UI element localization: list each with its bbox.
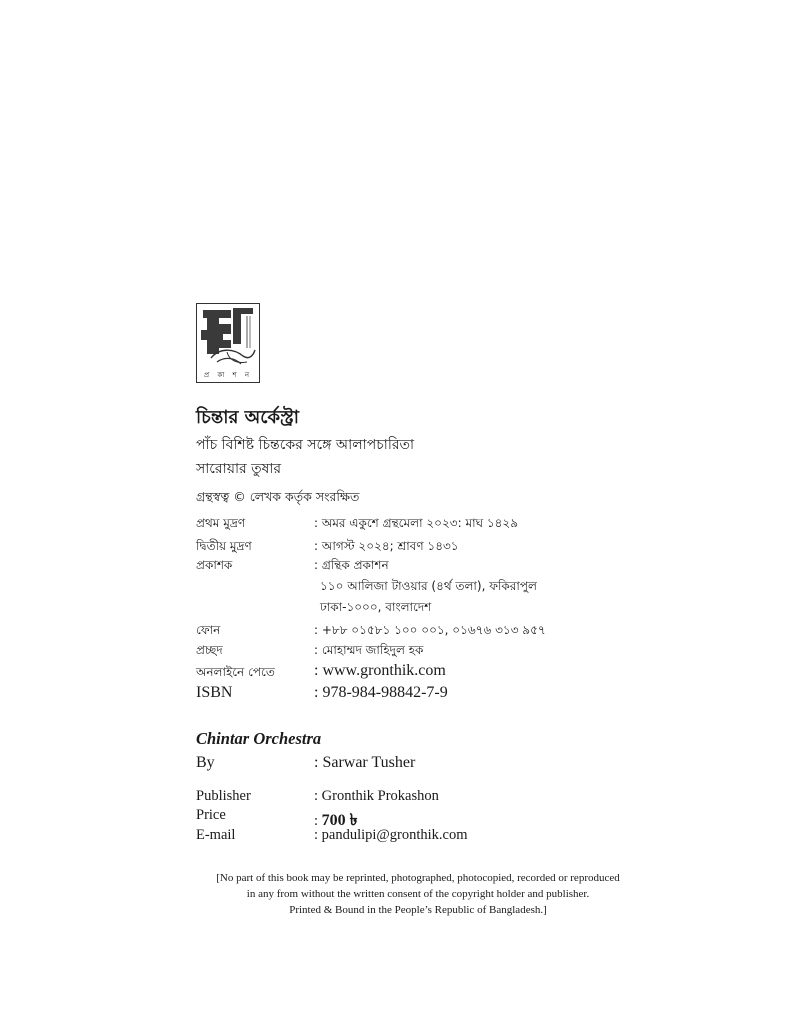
publisher-logo [196, 303, 260, 383]
price-value: 700 ৳ [321, 812, 358, 829]
book-title-bengali: চিন্তার অর্কেস্ট্রা [196, 407, 299, 428]
detail-value: : 978-984-98842-7-9 [314, 684, 448, 701]
detail-value: : Sarwar Tusher [314, 754, 416, 771]
detail-label: প্রথম মুদ্রণ [196, 516, 246, 530]
gronthik-prokashon-logo-icon [197, 304, 259, 372]
rights-notice [190, 870, 646, 918]
detail-label: E-mail [196, 827, 236, 843]
notice-line-1: [No part of this book may be reprinted, photographed, photocopied, recorded or reproduced [216, 872, 620, 884]
detail-label: অনলাইনে পেতে [196, 665, 275, 679]
notice-line-2: in any from without the written consent of the copyright holder and publisher. [246, 888, 590, 900]
detail-label: Price [196, 807, 226, 823]
detail-value: : গ্রন্থিক প্রকাশন [314, 558, 389, 572]
copyright-line: গ্রন্থস্বত্ব © লেখক কর্তৃক সংরক্ষিত [196, 489, 360, 504]
book-author-bengali: সারোয়ার তুষার [196, 461, 282, 477]
price-prefix: : [314, 813, 322, 829]
detail-label: By [196, 754, 215, 771]
detail-value: : Gronthik Prokashon [314, 788, 439, 804]
detail-label: Publisher [196, 788, 251, 804]
book-subtitle-bengali: পাঁচ বিশিষ্ট চিন্তকের সঙ্গে আলাপচারিতা [196, 437, 415, 453]
detail-value: : মোহাম্মদ জাহিদুল হক [314, 643, 424, 657]
publisher-address-line-1: ১১০ আলিজা টাওয়ার (৪র্থ তলা), ফকিরাপুল [320, 579, 537, 593]
detail-label: দ্বিতীয় মুদ্রণ [196, 539, 252, 553]
detail-value: : অমর একুশে গ্রন্থমেলা ২০২৩: মাঘ ১৪২৯ [314, 516, 518, 530]
detail-label: প্রচ্ছদ [196, 643, 223, 657]
detail-label: ISBN [196, 684, 233, 701]
publisher-address-line-2: ঢাকা-১০০০, বাংলাদেশ [320, 600, 432, 614]
detail-label: ফোন [196, 623, 221, 637]
detail-label: প্রকাশক [196, 558, 233, 572]
detail-value: : আগস্ট ২০২৪; শ্রাবণ ১৪৩১ [314, 539, 459, 553]
website-link: : www.gronthik.com [314, 662, 446, 679]
book-title-english: Chintar Orchestra [196, 729, 322, 748]
notice-line-3: Printed & Bound in the People’s Republic of Bangladesh.] [289, 904, 547, 916]
email-value: : pandulipi@gronthik.com [314, 827, 468, 843]
logo-caption: প্র কা শ ন [203, 371, 253, 379]
detail-value: : +৮৮ ০১৫৮১ ১০০ ০০১, ০১৬৭৬ ৩১৩ ৯৫৭ [314, 623, 546, 637]
